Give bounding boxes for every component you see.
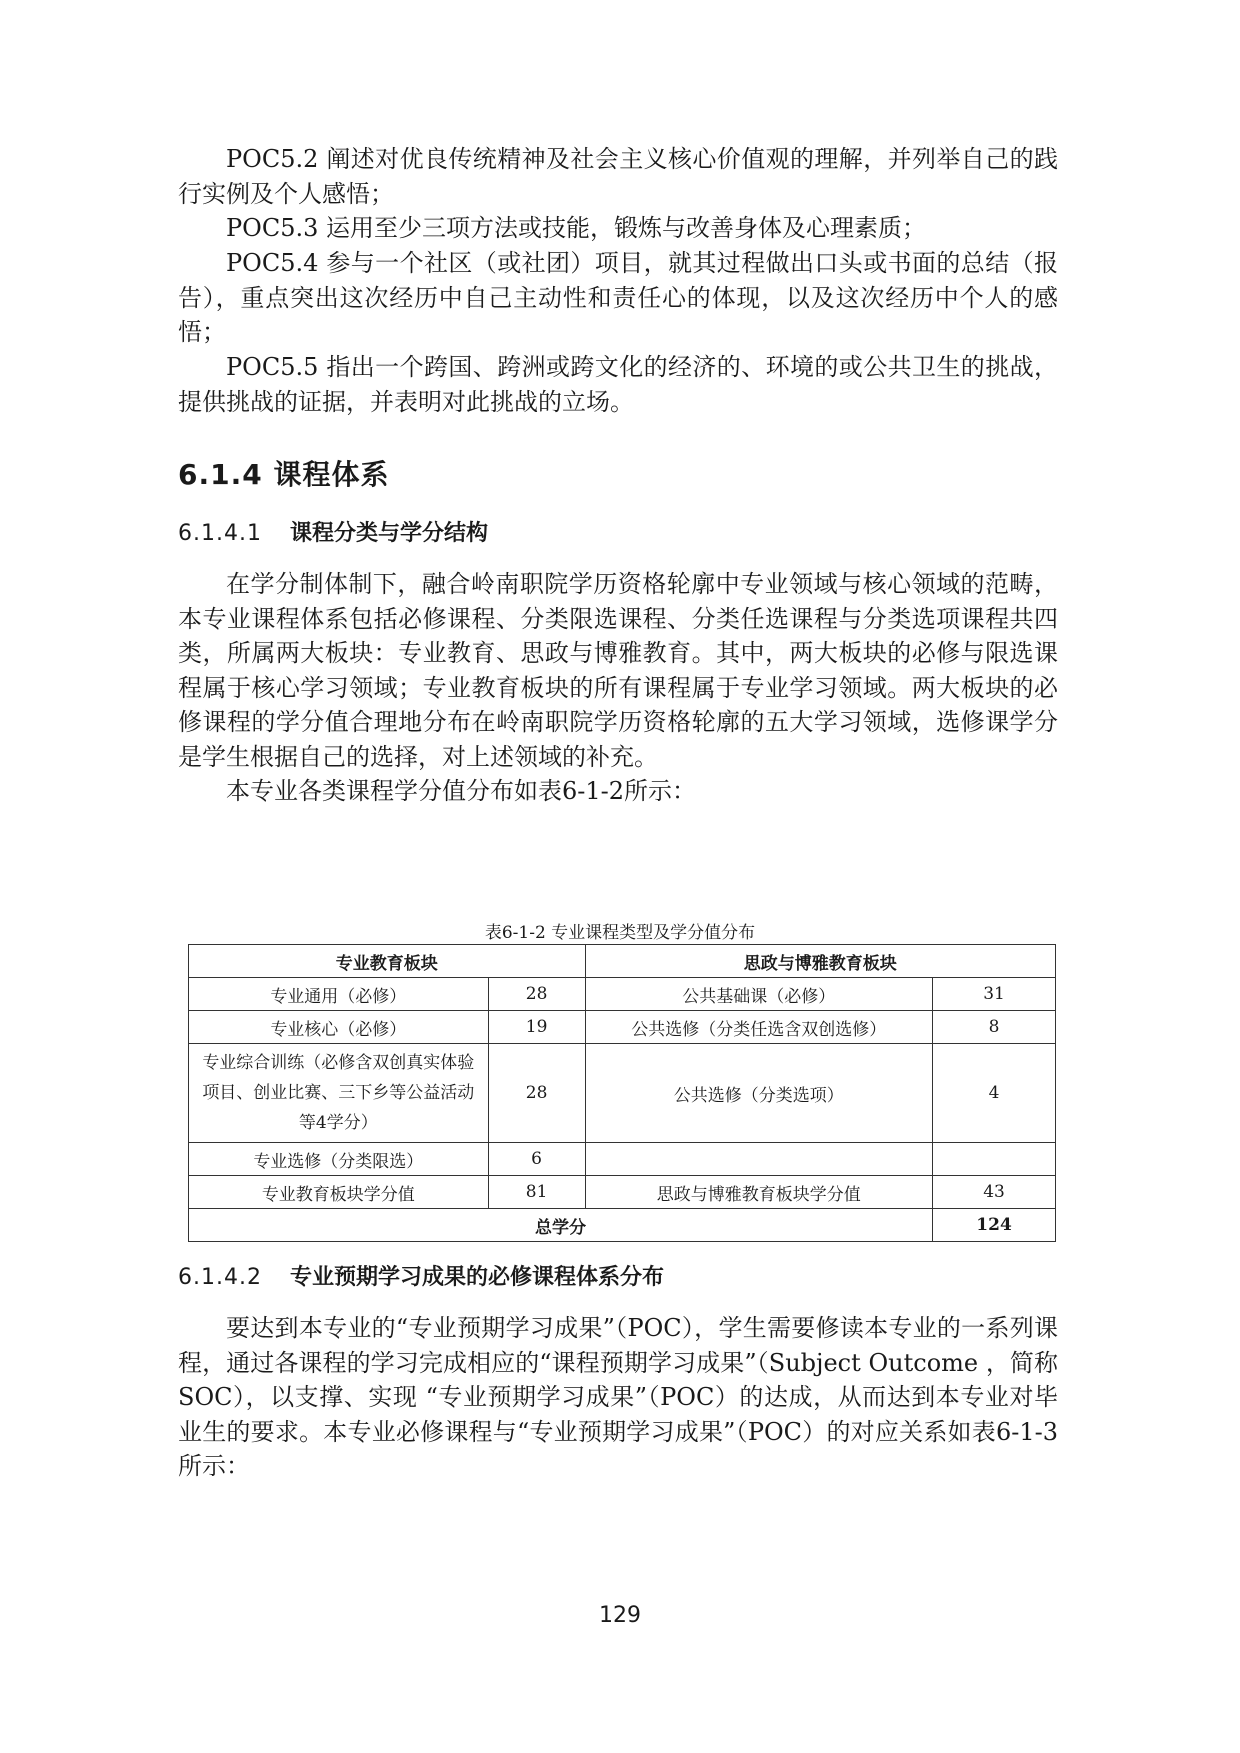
right-credit: 43	[933, 1176, 1056, 1209]
section-number: 6.1.4	[178, 458, 263, 491]
page-number: 129	[599, 1603, 641, 1628]
total-row	[189, 1209, 1056, 1242]
poc-5-2-paragraph: POC5.2 阐述对优良传统精神及社会主义核心价值观的理解，并列举自己的践行实例及个人感悟；	[178, 145, 1058, 208]
left-course-type: 专业综合训练（必修含双创真实体验项目、创业比赛、三下乡等公益活动等4学分）	[189, 1044, 489, 1143]
poc-5-4-paragraph: POC5.4 参与一个社区（或社团）项目，就其过程做出口头或书面的总结（报告），重点突出这次经历中自己主动性和责任心的体现，以及这次经历中个人的感悟；	[178, 249, 1058, 346]
table-row	[189, 978, 1056, 1011]
subsection-2-number: 6.1.4.2	[178, 1265, 262, 1290]
subsection-heading-1	[178, 516, 488, 547]
poc-5-5-paragraph: POC5.5 指出一个跨国、跨洲或跨文化的经济的、环境的或公共卫生的挑战，提供挑战的证据，并表明对此挑战的立场。	[178, 353, 1058, 416]
right-course-type	[585, 1143, 933, 1176]
poc-distribution-paragraph: 要达到本专业的“专业预期学习成果”（POC），学生需要修读本专业的一系列课程，通过各课程的学习完成相应的“课程预期学习成果”（Subject Outcome ，简称SOC），以支撑、实现 “专业预期学习成果”（POC）的达成，从而达到本专业对毕业生的要求。本专业必修课程与“专业预期学习成果”（POC）的对应关系如表6-1-3所示：	[178, 1314, 1058, 1480]
subsection-heading-2	[178, 1260, 664, 1291]
subsection-2-title: 专业预期学习成果的必修课程体系分布	[290, 1265, 665, 1290]
right-course-type: 思政与博雅教育板块学分值	[585, 1176, 933, 1209]
right-credit: 31	[933, 978, 1056, 1011]
left-credit: 81	[488, 1176, 585, 1209]
subsection-1-number: 6.1.4.1	[178, 521, 262, 546]
right-course-type: 公共选修（分类选项）	[585, 1044, 933, 1143]
table-row	[189, 1044, 1056, 1143]
section-heading	[178, 453, 390, 493]
right-credit	[933, 1143, 1056, 1176]
left-credit: 28	[488, 978, 585, 1011]
section-title: 课程体系	[273, 458, 390, 491]
left-credit: 28	[488, 1044, 585, 1143]
header-professional-block: 专业教育板块	[189, 945, 586, 978]
left-course-type: 专业核心（必修）	[189, 1011, 489, 1044]
left-course-type: 专业选修（分类限选）	[189, 1143, 489, 1176]
right-credit: 4	[933, 1044, 1056, 1143]
right-credit: 8	[933, 1011, 1056, 1044]
poc-5-3-paragraph: POC5.3 运用至少三项方法或技能，锻炼与改善身体及心理素质；	[226, 214, 926, 242]
table-row	[189, 1011, 1056, 1044]
left-course-type: 专业教育板块学分值	[189, 1176, 489, 1209]
total-credit: 124	[933, 1209, 1056, 1242]
left-course-type: 专业通用（必修）	[189, 978, 489, 1011]
header-liberal-block: 思政与博雅教育板块	[585, 945, 1055, 978]
table-row	[189, 1143, 1056, 1176]
credit-distribution-table	[188, 944, 1056, 1242]
left-credit: 19	[488, 1011, 585, 1044]
right-course-type: 公共基础课（必修）	[585, 978, 933, 1011]
table-header-row	[189, 945, 1056, 978]
right-course-type: 公共选修（分类任选含双创选修）	[585, 1011, 933, 1044]
table-intro-paragraph: 本专业各类课程学分值分布如表6-1-2所示：	[226, 777, 697, 805]
table-caption: 表6-1-2 专业课程类型及学分值分布	[484, 923, 756, 943]
left-credit: 6	[488, 1143, 585, 1176]
credit-structure-paragraph: 在学分制体制下，融合岭南职院学历资格轮廓中专业领域与核心领域的范畴，本专业课程体系包括必修课程、分类限选课程、分类任选课程与分类选项课程共四类，所属两大板块：专业教育、思政与博雅教育。其中，两大板块的必修与限选课程属于核心学习领域；专业教育板块的所有课程属于专业学习领域。两大板块的必修课程的学分值合理地分布在岭南职院学历资格轮廓的五大学习领域，选修课学分是学生根据自己的选择，对上述领域的补充。	[178, 570, 1058, 771]
total-label: 总学分	[189, 1209, 933, 1242]
subsection-1-title: 课程分类与学分结构	[290, 521, 489, 546]
table-row	[189, 1176, 1056, 1209]
